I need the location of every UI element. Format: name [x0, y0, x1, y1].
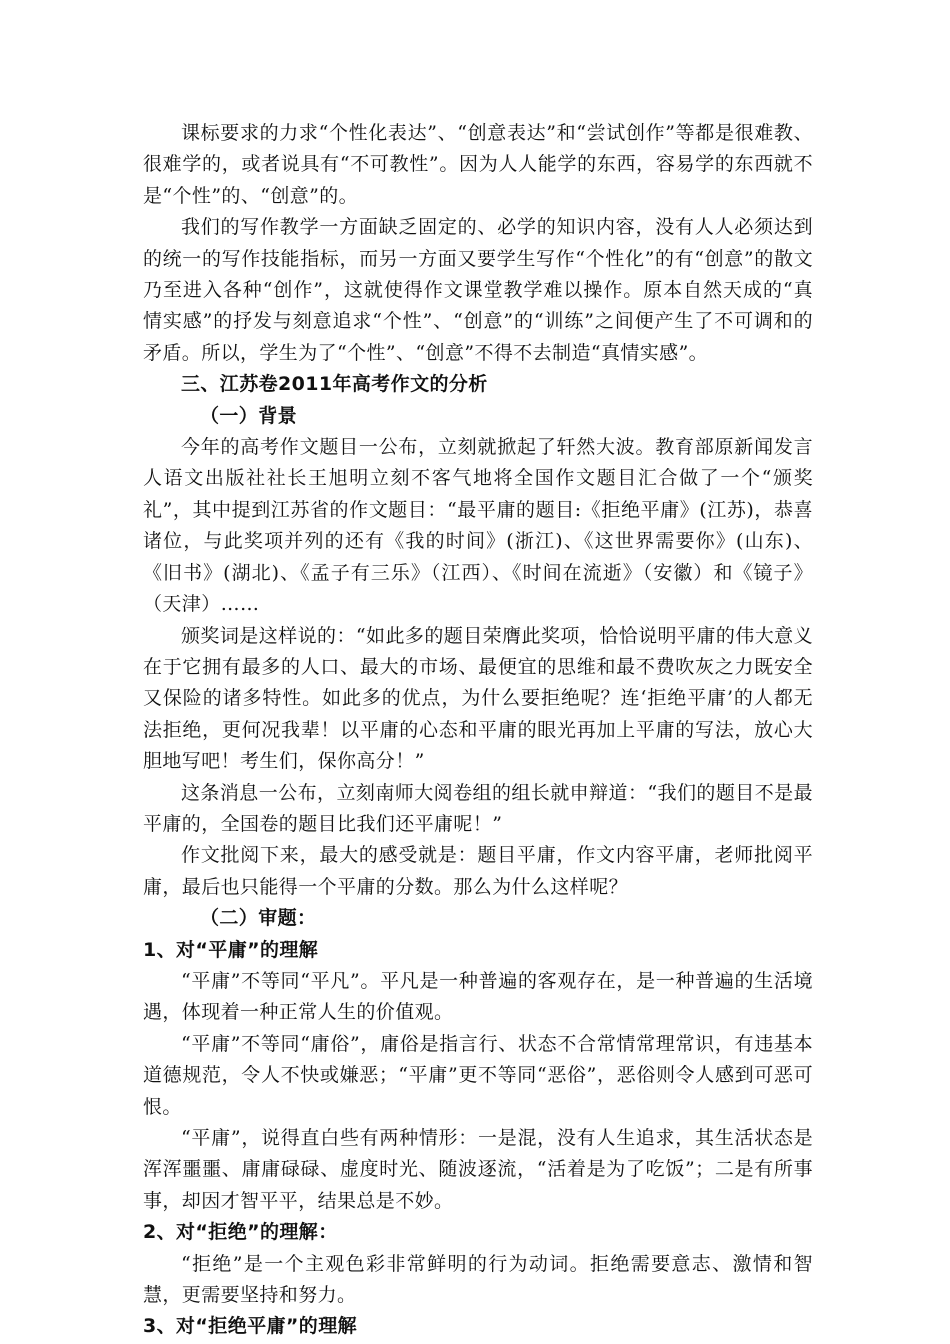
point-heading-mediocre: 1、对“平庸”的理解 — [143, 938, 319, 961]
paragraph-writing-teaching: 我们的写作教学一方面缺乏固定的、必学的知识内容，没有人人必须达到的统一的写作技能指标，而另一方面又要学生写作“个性化”的有“创意”的散文乃至进入各种“创作”，这就使得作文课堂教学难以操作。原本自然天成的“真情实感”的抒发与刻意追求“个性”、“创意”的“训练”之间便产生了不可调和的矛盾。所以，学生为了“个性”、“创意”不得不去制造“真情实感”。 — [143, 216, 813, 364]
paragraph-award-ceremony: 今年的高考作文题目一公布，立刻就掀起了轩然大波。教育部原新闻发言人语文出版社社长王旭明立刻不客气地将全国作文题目汇合做了一个“颁奖礼”，其中提到江苏省的作文题目：“最平庸的题目:《拒绝平庸》(江苏)，恭喜诸位，与此奖项并列的还有《我的时间》(浙江)、《这世界需要你》(山东)、《旧书》(湖北)、《孟子有三乐》（江西）、《时间在流逝》（安徽）和《镜子》（天津）…… — [143, 436, 813, 616]
paragraph-mediocre-two-cases: “平庸”，说得直白些有两种情形：一是混，没有人生追求，其生活状态是浑浑噩噩、庸庸碌碌、虚度时光、随波逐流，“活着是为了吃饭”；二是有所事事，却因才智平平，结果总是不妙。 — [143, 1127, 813, 1212]
paragraph-grading-feeling: 作文批阅下来，最大的感受就是：题目平庸，作文内容平庸，老师批阅平庸，最后也只能得一个平庸的分数。那么为什么这样呢？ — [143, 844, 813, 898]
paragraph-mediocre-vs-ordinary: “平庸”不等同“平凡”。平凡是一种普遍的客观存在，是一种普遍的生活境遇，体现着一种正常人生的价值观。 — [143, 969, 813, 1024]
point-heading-refuse: 2、对“拒绝”的理解： — [143, 1221, 338, 1244]
paragraph-mediocre-vs-vulgar: “平庸”不等同“庸俗”，庸俗是指言行、状态不合常情常理常识，有违基本道德规范，令人不快或嫌恶；“平庸”更不等同“恶俗”，恶俗则令人感到可恶可恨。 — [143, 1032, 813, 1118]
paragraph-curriculum-requirements: 课标要求的力求“个性化表达”、“创意表达”和“尝试创作”等都是很难教、很难学的，或者说具有“不可教性”。因为人人能学的东西，容易学的东西就不是“个性”的、“创意”的。 — [143, 122, 813, 207]
paragraph-grader-response: 这条消息一公布，立刻南师大阅卷组的组长就申辩道：“我们的题目不是最平庸的，全国卷的题目比我们还平庸呢！” — [143, 781, 813, 835]
paragraph-refuse-meaning: “拒绝”是一个主观色彩非常鲜明的行为动词。拒绝需要意志、激情和智慧，更需要坚持和努力。 — [143, 1252, 813, 1307]
point-heading-refuse-mediocrity: 3、对“拒绝平庸”的理解 — [143, 1315, 357, 1338]
subsection-heading-background: （一）背景 — [200, 404, 298, 427]
document-body — [143, 118, 813, 1343]
subsection-heading-topic-review: （二）审题： — [200, 907, 317, 930]
paragraph-award-speech: 颁奖词是这样说的：“如此多的题目荣膺此奖项，恰恰说明平庸的伟大意义在于它拥有最多的人口、最大的市场、最便宜的思维和最不费吹灰之力既安全又保险的诸多特性。如此多的优点，为什么要拒绝呢？连‘拒绝平庸’的人都无法拒绝，更何况我辈！以平庸的心态和平庸的眼光再加上平庸的写法，放心大胆地写吧！考生们，保你高分！” — [143, 624, 813, 773]
section-heading-jiangsu-analysis: 三、江苏卷2011年高考作文的分析 — [181, 373, 488, 396]
